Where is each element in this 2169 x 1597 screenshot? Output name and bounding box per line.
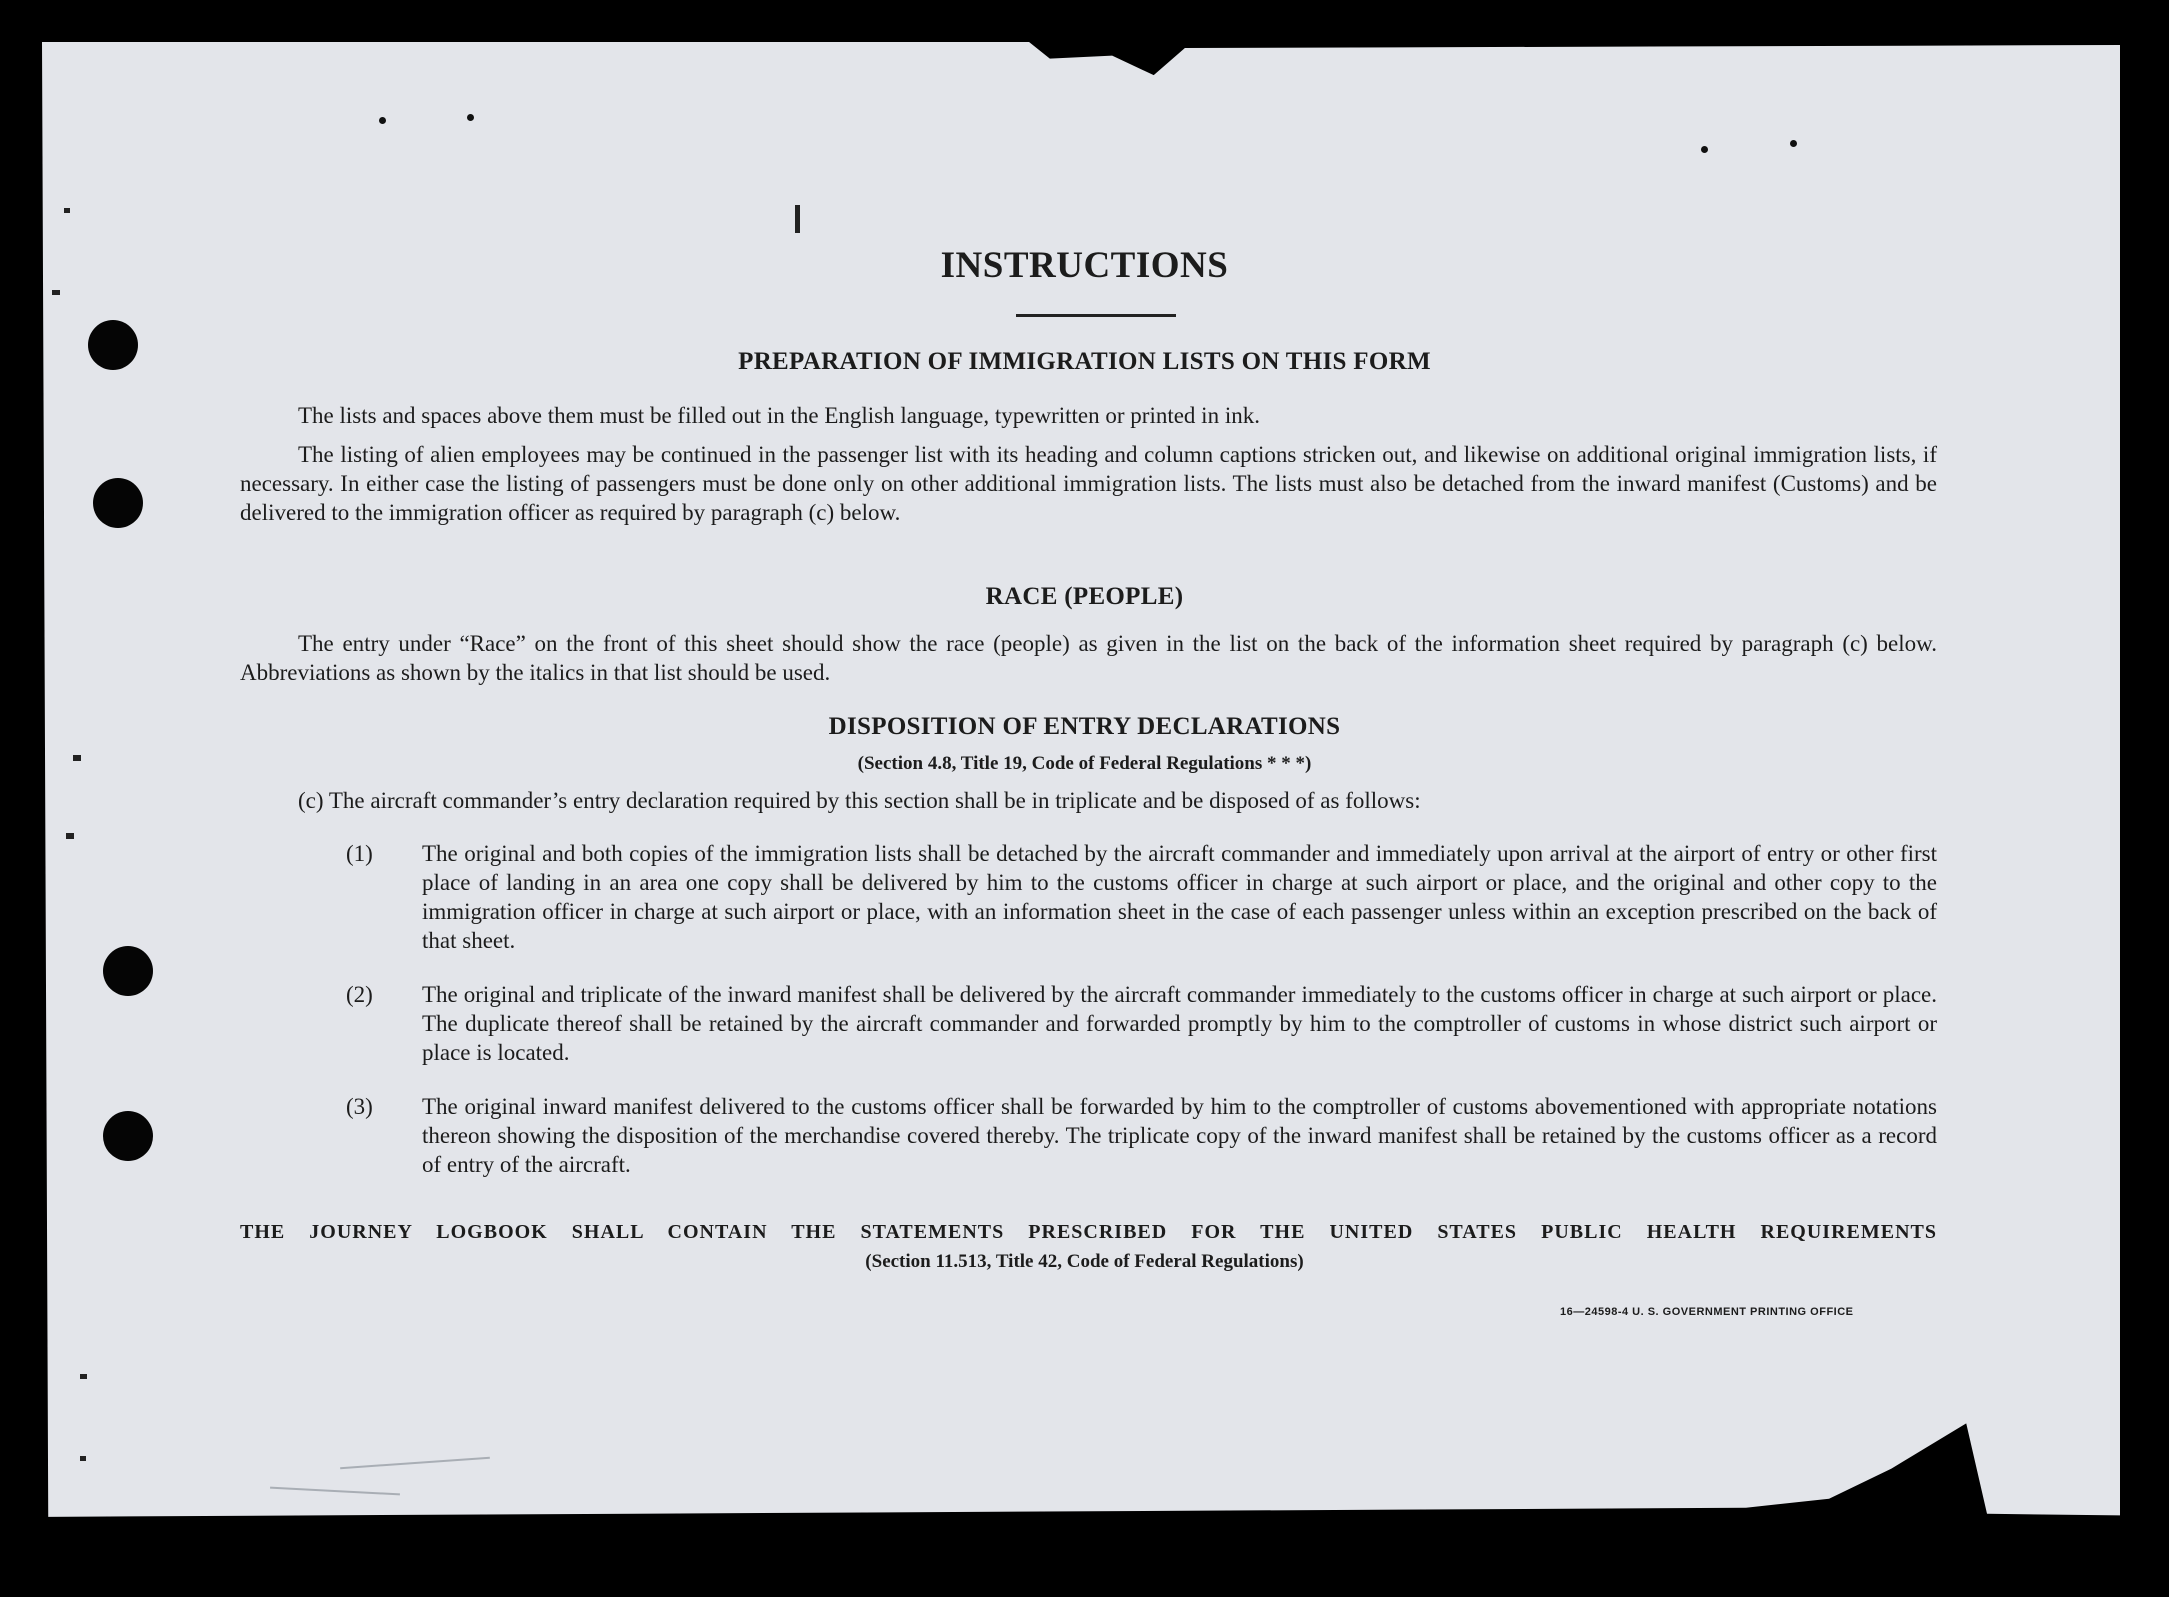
list-item-number: (2) <box>346 982 373 1007</box>
speck <box>1701 146 1708 153</box>
speck <box>1790 140 1797 147</box>
preparation-paragraph-2: The listing of alien employees may be continued in the passenger list with its heading and column captions stricken out, and likewise on additional original immigration lists, if necessary. In either case the listing of passengers must be done only on other additional immigration lists. The lists must also be detached from the inward manifest (Customs) and be delivered to the immigration officer as required by paragraph (c) below. <box>240 442 1937 525</box>
speck <box>66 833 74 839</box>
race-paragraph: The entry under “Race” on the front of this sheet should show the race (people) as given in the list on the back of the information sheet required by paragraph (c) below. Abbreviations as shown by the italics in that list should be used. <box>240 631 1937 685</box>
list-item-number: (1) <box>346 841 373 866</box>
speck <box>379 117 386 124</box>
section-heading-race: RACE (PEOPLE) <box>985 583 1184 610</box>
preparation-paragraph-1: The lists and spaces above them must be filled out in the English language, typewritten or printed in ink. <box>298 403 1260 428</box>
list-item-text: The original inward manifest delivered to the customs officer shall be forwarded by him to the comptroller of customs abovementioned with appropriate notations thereon showing the disposition of the merchandise covered thereby. The triplicate copy of the inward manifest shall be retained by the customs officer as a record of entry of the aircraft. <box>422 1094 1937 1177</box>
list-item <box>346 980 1937 1067</box>
list-item-number: (3) <box>346 1094 373 1119</box>
paragraph-c: (c) The aircraft commander’s entry declaration required by this section shall be in triplicate and be disposed of as follows: <box>298 788 1421 813</box>
page-title: INSTRUCTIONS <box>940 245 1229 286</box>
punch-hole <box>93 478 143 528</box>
footer-title: THE JOURNEY LOGBOOK SHALL CONTAIN THE STATEMENTS PRESCRIBED FOR THE UNITED STATES PUBLIC HEALTH REQUIREMENTS <box>240 1221 1937 1243</box>
footer-citation: (Section 11.513, Title 42, Code of Federal Regulations) <box>865 1251 1304 1272</box>
speck <box>80 1374 87 1379</box>
list-item-text: The original and both copies of the immigration lists shall be detached by the aircraft commander and immediately upon arrival at the airport of entry or other first place of landing in an area one copy shall be delivered by him to the customs officer in charge at such airport or place, and the original and other copy to the immigration officer in charge at such airport or place, with an information sheet in the case of each passenger unless within an exception prescribed on the back of that sheet. <box>422 841 1937 953</box>
speck <box>64 208 70 213</box>
speck <box>80 1456 86 1461</box>
list-item <box>346 839 1937 955</box>
list-item-text: The original and triplicate of the inward manifest shall be delivered by the aircraft commander immediately to the customs officer in charge at such airport or place. The duplicate thereof shall be retained by the aircraft commander and forwarded promptly by him to the comptroller of customs in whose district such airport or place is located. <box>422 982 1937 1065</box>
punch-hole <box>103 1111 153 1161</box>
section-heading-preparation: PREPARATION OF IMMIGRATION LISTS ON THIS FORM <box>738 348 1431 375</box>
title-underline <box>1016 314 1176 317</box>
printer-mark: 16—24598-4 U. S. GOVERNMENT PRINTING OFFICE <box>1560 1306 1854 1318</box>
punch-hole <box>103 946 153 996</box>
speck <box>52 290 60 295</box>
speck <box>795 205 800 233</box>
list-item <box>346 1092 1937 1179</box>
speck <box>467 114 474 121</box>
section-heading-disposition: DISPOSITION OF ENTRY DECLARATIONS <box>828 713 1341 740</box>
disposition-citation: (Section 4.8, Title 19, Code of Federal Regulations * * *) <box>857 753 1312 774</box>
